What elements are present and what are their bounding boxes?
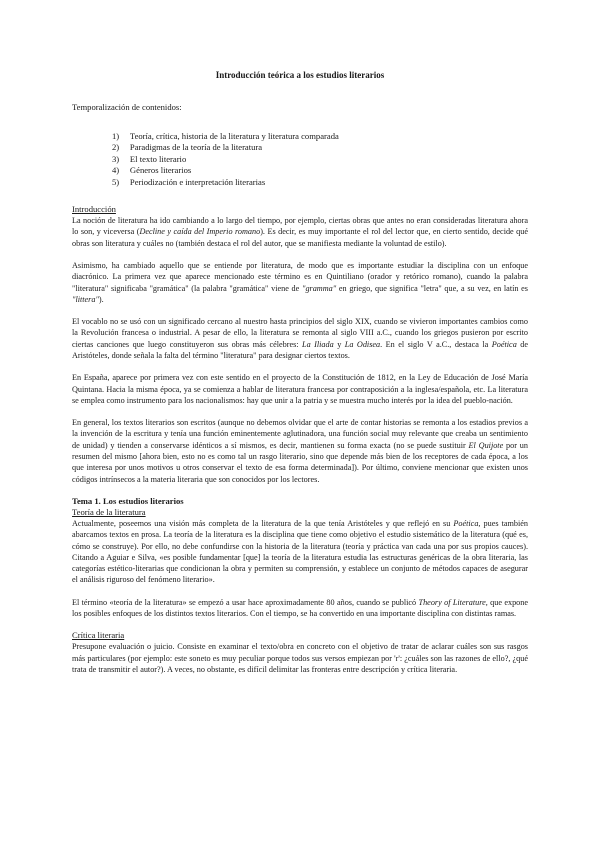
list-item-text: Paradigmas de la teoría de la literatura [129, 142, 263, 153]
schedule-heading: Temporalización de contenidos: [72, 102, 182, 112]
list-item-number: 1) [112, 131, 120, 141]
latin-term: "littera" [72, 294, 99, 304]
text-run: por un resumen del mismo [ahora bien, esto no es como tal un rasgo literario, sino que depende más bien de los receptores de cada época, a los que interesa por unos motivos u otros conservar el texto de esa forma determinada]). Por último, conviene mencionar que existen unos códigos intrínsecos a la materia literaria que son conocidos por los lectores. [72, 440, 528, 484]
text-run: La noción de literatura ha ido cambiando a lo largo del tiempo, por ejemplo, ciertas obras que antes no eran consideradas literatura ahora lo son, y viceversa ( [72, 216, 528, 237]
text-run: El vocablo no se usó con un significado cercano al nuestro hasta principios del siglo XIX, cuando se vivieron importantes cambios como la Revolución francesa o industrial. A pesar de ello, la literatura se remonta al siglo VIII a.C., cuando los griegos pusieron por escrito ciertas canciones que luego constituyeron sus obras más célebres: [72, 317, 528, 349]
text-run: ). Es decir, es muy importante el rol del lector que, en cierto sentido, decide qué obras son literatura y cuáles no (también destaca el rol del autor, que se manifiesta mediante la voluntad de estilo). [72, 227, 528, 248]
intro-paragraph-4: En España, aparece por primera vez con este sentido en el proyecto de la Constitución de 1812, en la Ley de Educación de José María Quintana. Hacia la misma época, ya se comienza a hablar de literatura francesa por contraposición a la inglesa/española, etc. La literatura se emplea como instrumento para los nacionalismos: hay que unir a la patria y se muestra mucho interés por la idea del pueblo-nación. [72, 373, 528, 405]
contents-list [72, 131, 528, 188]
text-run: y [333, 339, 345, 349]
list-item [102, 177, 528, 188]
list-item-text: Periodización e interpretación literarias [129, 176, 266, 187]
intro-paragraph-3 [72, 316, 528, 361]
teoria-paragraph-1 [72, 518, 528, 586]
intro-heading: Introducción [72, 204, 116, 215]
book-title: El Quijote [468, 440, 504, 450]
critica-paragraph-1: Presupone evaluación o juicio. Consiste en examinar el texto/obra en concreto con el objetivo de tratar de aclarar cuáles son sus rasgos más particulares (por ejemplo: este soneto es muy peculiar porque todos sus versos empiezan por 'r': ¿cuáles son las razones de ello?, ¿qué trata de transmitir el autor?). A veces, no obstante, es difícil delimitar las fronteras entre descripción y crítica literaria. [72, 642, 528, 674]
intro-paragraph-5 [72, 417, 528, 485]
book-title: Theory of Literature [418, 597, 486, 607]
list-item-number: 3) [112, 153, 120, 164]
list-item-number: 4) [112, 165, 120, 176]
teoria-heading: Teoría de la literatura [72, 506, 146, 517]
text-run: El término «teoría de la literatura» se empezó a usar hace aproximadamente 80 años, cuando se publicó [72, 597, 419, 607]
critica-heading: Crítica literaria [72, 630, 125, 641]
text-run: . En el siglo V a.C., destaca la [380, 339, 492, 349]
text-run: En general, los textos literarios son escritos (aunque no debemos olvidar que el arte de contar historias se remonta a los estadios previos a la invención de la escritura y tenía una función eminentemente aglutinadora, una función social muy relevante que creaba un sentimiento de unidad) y tienden a conservarse idénticos a sí mismos, es decir, mantienen su forma exacta (no se puede sustituir [72, 418, 528, 450]
book-title: Decline y caída del Imperio romano [139, 227, 261, 237]
book-title: Poética [491, 339, 517, 349]
text-run: Asimismo, ha cambiado aquello que se entiende por literatura, de modo que es importante estudiar la disciplina con un enfoque diacrónico. La primera vez que aparece mencionado este término es en Quintiliano (orador y retórico romano), cuando la palabra "literatura" significaba "gramática" (la palabra "gramática" viene de [72, 260, 528, 293]
list-item [102, 131, 528, 142]
intro-paragraph-2 [72, 260, 528, 305]
list-item-number: 2) [112, 142, 120, 153]
text-run: en griego, que significa "letra" que, a su vez, en latín es [336, 283, 528, 293]
list-item [102, 142, 528, 153]
book-title: La Odisea [344, 339, 381, 349]
text-run: Actualmente, poseemos una visión más completa de la literatura de la que tenía Aristóteles y que reflejó en su [72, 518, 454, 528]
greek-term: "gramma" [302, 283, 337, 293]
intro-paragraph-1 [72, 215, 528, 249]
text-run: , pues también abarcamos textos en prosa. La teoría de la literatura es la disciplina que tiene como objetivo el estudio sistemático de la literatura (qué es, cómo se construye). Por ello, no debe confundirse con la historia de la literatura (teoría y práctica van cada una por sus propios cauces). Citando a Aguiar e Silva, «es posible fundamentar [que] la teoría de la literatura estudia las estructuras genéricas de la obra literaria, las categorías estético-literarias que condicionan la obra y permiten su comprensión, y establece un conjunto de métodos capaces de asegurar el análisis riguroso del fenómeno literario». [72, 518, 528, 585]
text-run: ). [98, 294, 104, 304]
text-run: de Aristóteles, donde señala la falta del término "literatura" para designar ciertos textos. [72, 339, 529, 360]
document-title: Introducción teórica a los estudios literarios [215, 70, 385, 80]
list-item [102, 165, 528, 176]
list-item-text: El texto literario [129, 153, 187, 164]
text-run: , que expone los posibles enfoques de los distintos textos literarios. Con el tiempo, se ha convertido en una importante disciplina con distintas ramas. [72, 597, 529, 619]
book-title: Poética [453, 518, 479, 528]
list-item [102, 154, 528, 165]
teoria-paragraph-2 [72, 597, 528, 620]
tema1-heading: Tema 1. Los estudios literarios [72, 495, 184, 506]
list-item-number: 5) [112, 176, 120, 187]
list-item-text: Géneros literarios [129, 165, 192, 176]
list-item-text: Teoría, crítica, historia de la literatura y literatura comparada [129, 131, 339, 141]
book-title: La Iliada [302, 339, 334, 349]
